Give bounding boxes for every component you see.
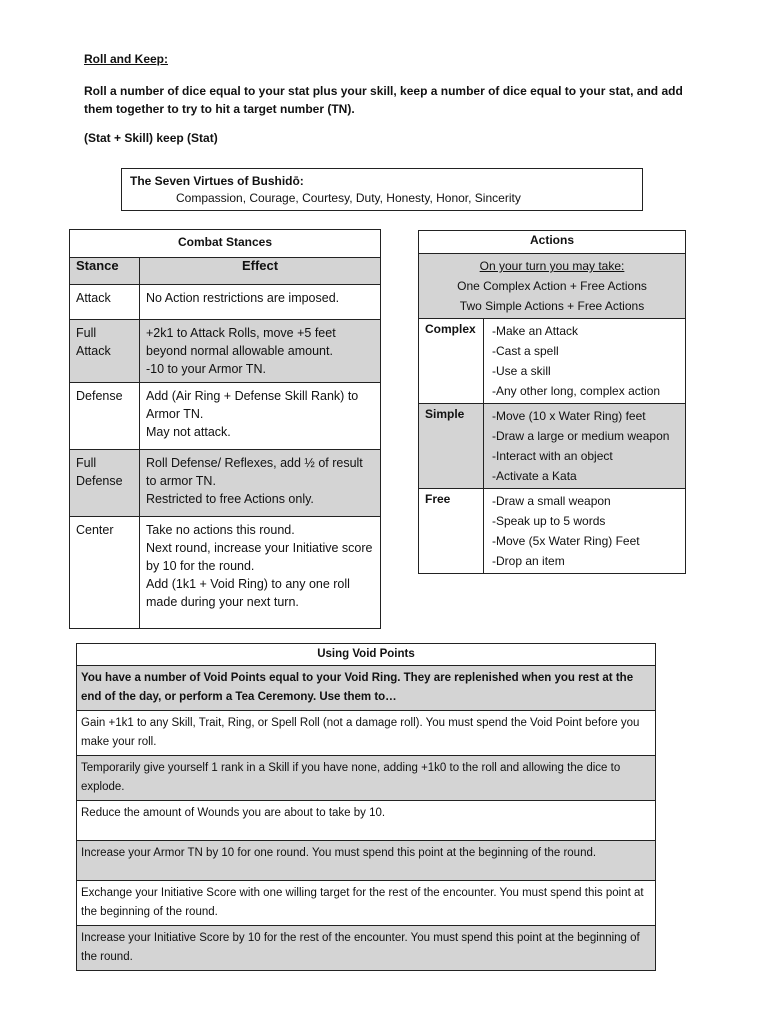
void-points-title: Using Void Points <box>77 644 656 666</box>
void-points-table <box>76 643 656 971</box>
action-kind: Complex <box>419 319 484 404</box>
combat-stances-table <box>69 229 381 629</box>
stance-name: Defense <box>70 383 140 450</box>
virtues-list: Compassion, Courage, Courtesy, Duty, Honesty, Honor, Sincerity <box>176 191 521 205</box>
actions-table <box>418 230 686 574</box>
table-row <box>70 320 381 383</box>
table-row <box>70 285 381 320</box>
stance-effect: Take no actions this round. Next round, increase your Initiative score by 10 for the round. Add (1k1 + Void Ring) to any one roll made during your next turn. <box>140 517 381 629</box>
stance-effect: Roll Defense/ Reflexes, add ½ of result to armor TN. Restricted to free Actions only. <box>140 450 381 517</box>
action-list: -Draw a small weapon -Speak up to 5 words -Move (5x Water Ring) Feet -Drop an item <box>484 489 686 574</box>
combat-stances-title: Combat Stances <box>70 230 381 258</box>
void-points-intro: You have a number of Void Points equal to your Void Ring. They are replenished when you rest at the end of the day, or perform a Tea Ceremony. Use them to… <box>77 666 656 711</box>
table-row <box>419 319 686 404</box>
virtues-title: The Seven Virtues of Bushidō: <box>130 174 304 188</box>
virtues-box <box>121 168 643 211</box>
action-kind: Simple <box>419 404 484 489</box>
void-points-row: Exchange your Initiative Score with one willing target for the rest of the encounter. You must spend this point at the beginning of the round. <box>77 881 656 926</box>
void-points-row: Reduce the amount of Wounds you are about to take by 10. <box>77 801 656 841</box>
void-points-row: Increase your Armor TN by 10 for one round. You must spend this point at the beginning of the round. <box>77 841 656 881</box>
stance-effect: +2k1 to Attack Rolls, move +5 feet beyond normal allowable amount. -10 to your Armor TN. <box>140 320 381 383</box>
stance-header: Stance <box>70 258 140 285</box>
stance-name: Full Attack <box>70 320 140 383</box>
table-row <box>419 489 686 574</box>
action-list: -Move (10 x Water Ring) feet -Draw a large or medium weapon -Interact with an object -Activate a Kata <box>484 404 686 489</box>
stance-name: Attack <box>70 285 140 320</box>
table-row <box>70 383 381 450</box>
effect-header: Effect <box>140 258 381 285</box>
roll-and-keep-text: Roll a number of dice equal to your stat plus your skill, keep a number of dice equal to your stat, and add them together to try to hit a target number (TN). <box>84 84 683 116</box>
table-row <box>419 404 686 489</box>
actions-intro: On your turn you may take: One Complex Action + Free Actions Two Simple Actions + Free Actions <box>419 254 686 319</box>
action-list: -Make an Attack -Cast a spell -Use a skill -Any other long, complex action <box>484 319 686 404</box>
table-row <box>70 450 381 517</box>
roll-and-keep-formula: (Stat + Skill) keep (Stat) <box>84 131 218 145</box>
stance-effect: Add (Air Ring + Defense Skill Rank) to Armor TN. May not attack. <box>140 383 381 450</box>
stance-name: Center <box>70 517 140 629</box>
void-points-row: Increase your Initiative Score by 10 for the rest of the encounter. You must spend this point at the beginning of the round. <box>77 926 656 971</box>
void-points-row: Temporarily give yourself 1 rank in a Skill if you have none, adding +1k0 to the roll and allowing the dice to explode. <box>77 756 656 801</box>
void-points-row: Gain +1k1 to any Skill, Trait, Ring, or Spell Roll (not a damage roll). You must spend the Void Point before you make your roll. <box>77 711 656 756</box>
stance-name: Full Defense <box>70 450 140 517</box>
action-kind: Free <box>419 489 484 574</box>
stance-effect: No Action restrictions are imposed. <box>140 285 381 320</box>
table-row <box>70 517 381 629</box>
roll-and-keep-title: Roll and Keep: <box>84 52 169 66</box>
actions-title: Actions <box>419 231 686 254</box>
